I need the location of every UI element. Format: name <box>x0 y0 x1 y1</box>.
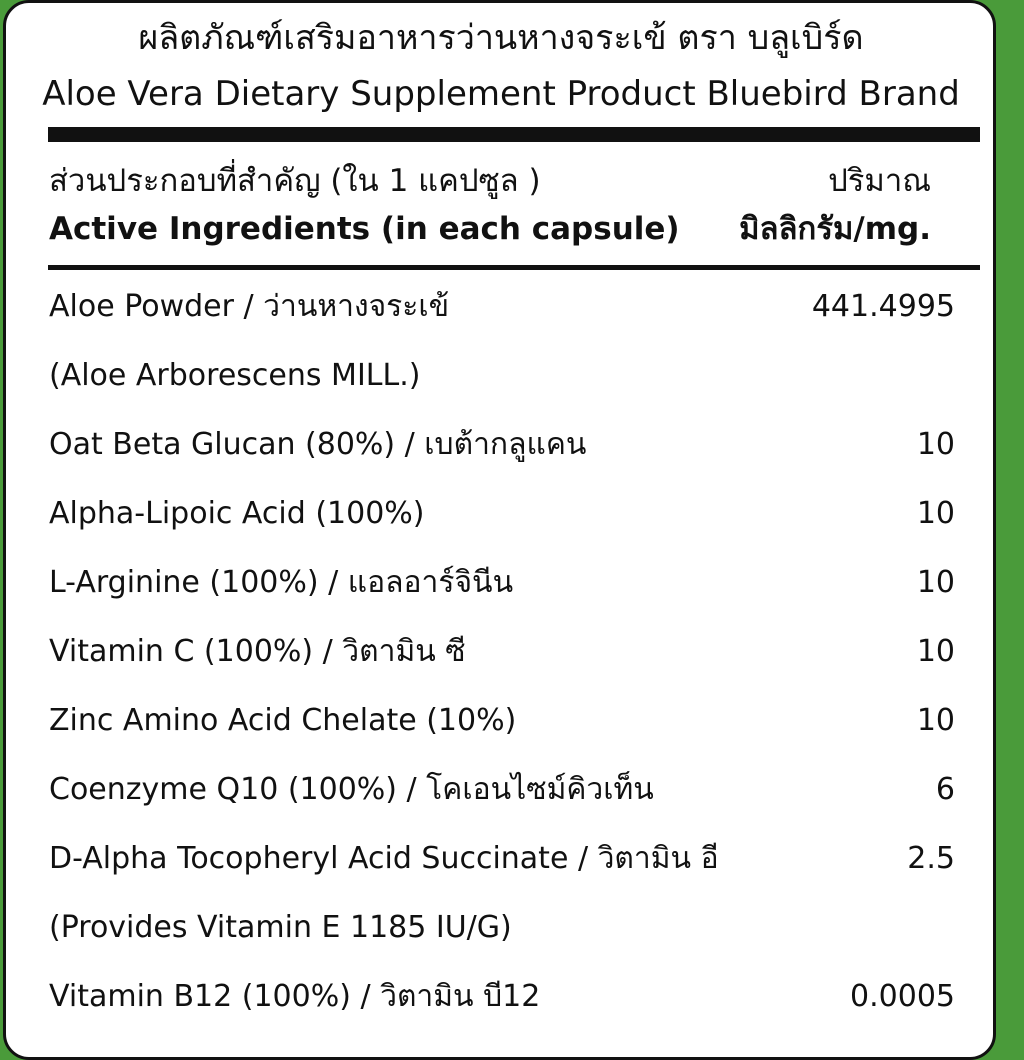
ingredient-amount: 2.5 <box>907 840 955 876</box>
ingredient-row <box>49 835 955 881</box>
ingredient-amount: 10 <box>916 702 955 738</box>
ingredients-header-english: Active Ingredients (in each capsule) <box>49 211 680 247</box>
ingredient-amount: 10 <box>916 564 955 600</box>
ingredients-header-thai: ส่วนประกอบที่สำคัญ (ใน 1 แคปซูล ) <box>49 163 541 199</box>
ingredient-name: Oat Beta Glucan (80%) / เบต้ากลูแคน <box>49 426 587 462</box>
ingredient-row <box>49 628 955 674</box>
ingredient-row <box>49 559 955 605</box>
header-divider-thick <box>48 127 980 142</box>
ingredient-amount: 0.0005 <box>850 978 955 1014</box>
amount-header-thai: ปริมาณ <box>828 163 931 199</box>
title-thai: ผลิตภัณฑ์เสริมอาหารว่านหางจระเข้ ตรา บลูเบิร์ด <box>138 18 864 58</box>
ingredient-row <box>49 490 955 536</box>
title-english: Aloe Vera Dietary Supplement Product Bluebird Brand <box>42 74 960 114</box>
ingredient-row <box>49 904 955 950</box>
ingredient-row <box>49 283 955 329</box>
ingredient-name: Zinc Amino Acid Chelate (10%) <box>49 702 517 738</box>
amount-header-unit: มิลลิกรัม/mg. <box>739 211 931 247</box>
ingredient-name: Aloe Powder / ว่านหางจระเข้ <box>49 288 450 324</box>
ingredient-name: Vitamin C (100%) / วิตามิน ซี <box>49 633 466 669</box>
ingredient-name: Alpha-Lipoic Acid (100%) <box>49 495 425 531</box>
ingredient-name: L-Arginine (100%) / แอลอาร์จินีน <box>49 564 514 600</box>
ingredient-amount: 10 <box>916 495 955 531</box>
ingredient-amount: 6 <box>935 771 955 807</box>
ingredient-row <box>49 697 955 743</box>
supplement-label-panel <box>3 0 996 1060</box>
ingredient-row <box>49 352 955 398</box>
ingredient-amount: 10 <box>916 426 955 462</box>
ingredient-name: (Provides Vitamin E 1185 IU/G) <box>49 909 512 945</box>
ingredient-row <box>49 973 955 1019</box>
ingredient-name: (Aloe Arborescens MILL.) <box>49 357 421 393</box>
ingredient-name: Vitamin B12 (100%) / วิตามิน บี12 <box>49 978 541 1014</box>
ingredient-name: Coenzyme Q10 (100%) / โคเอนไซม์คิวเท็น <box>49 771 654 807</box>
ingredient-row <box>49 766 955 812</box>
ingredient-amount: 441.4995 <box>811 288 955 324</box>
header-divider <box>48 265 980 270</box>
ingredient-name: D-Alpha Tocopheryl Acid Succinate / วิตามิน อี <box>49 840 719 876</box>
ingredient-row <box>49 421 955 467</box>
ingredient-amount: 10 <box>916 633 955 669</box>
